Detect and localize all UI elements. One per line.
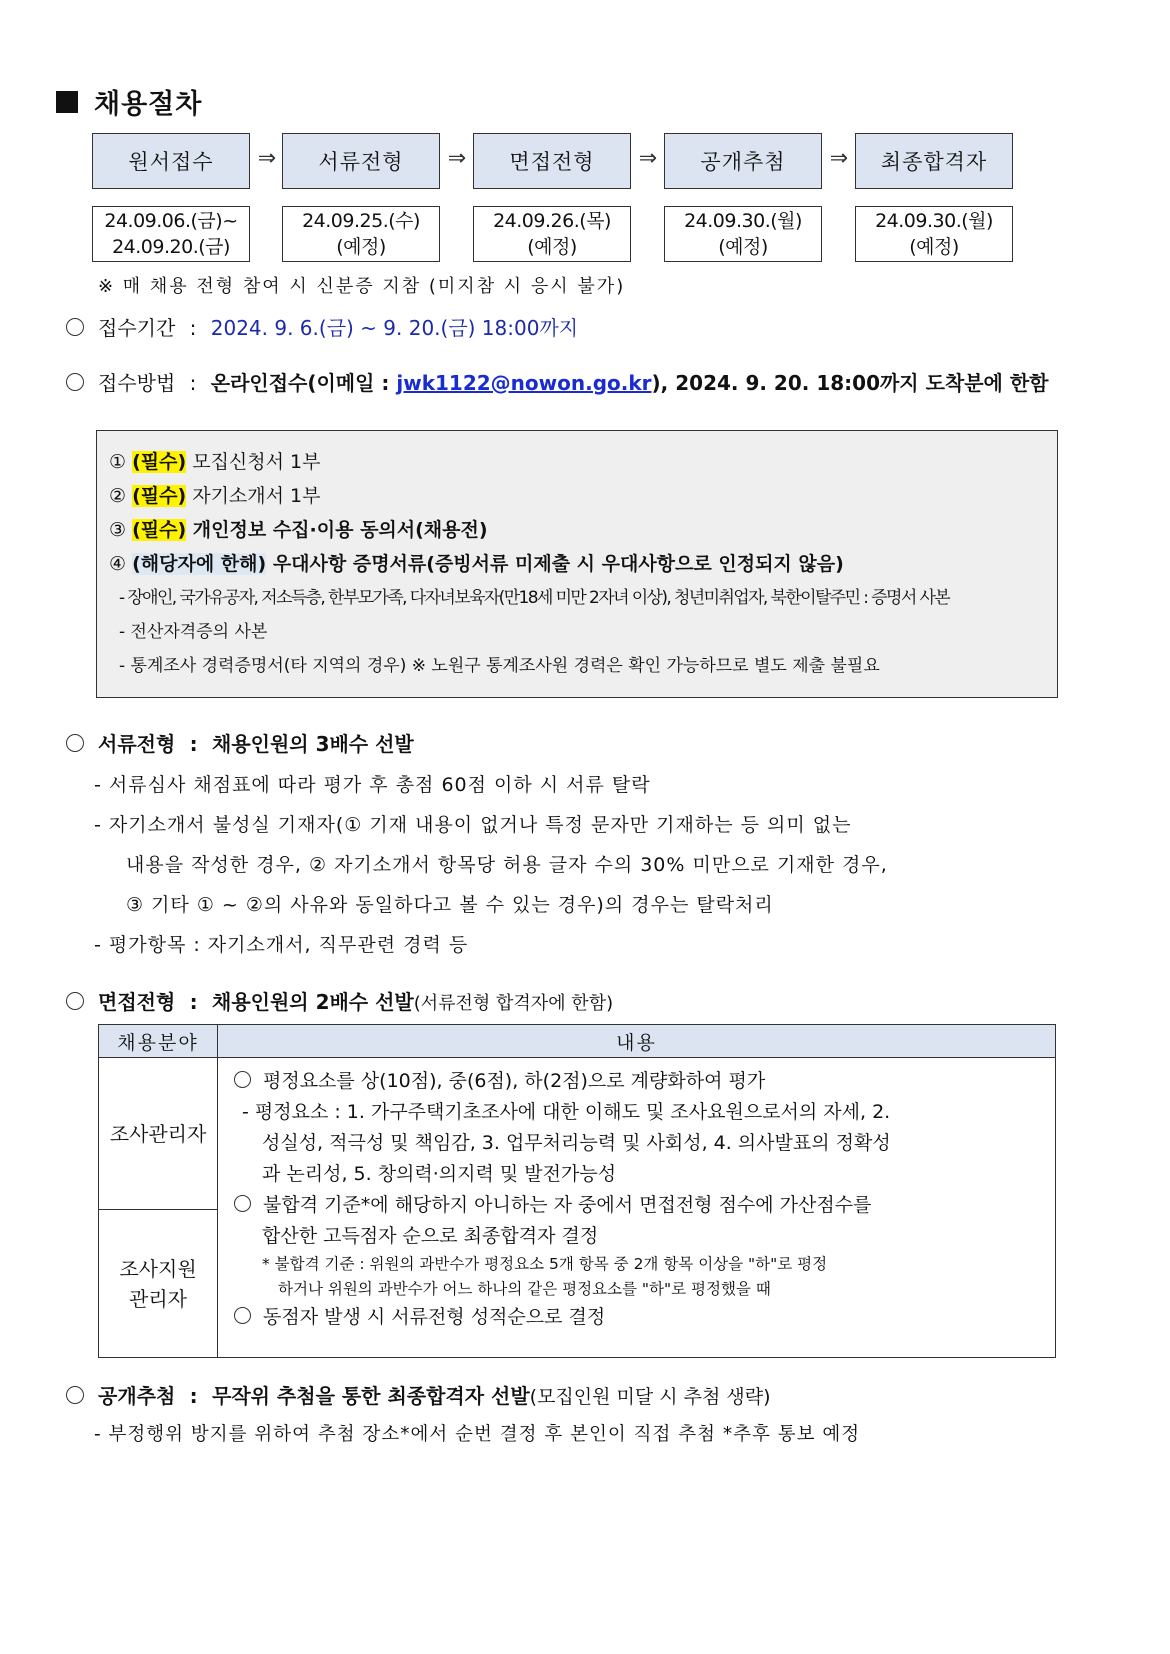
application-method: 접수방법 : 온라인접수(이메일 : jwk1122@nowon.go.kr), 2024. 9. 20. 18:00까지 도착분에 한함 bbox=[66, 367, 1048, 396]
section-title: 채용절차 bbox=[56, 82, 202, 121]
step-date: 24.09.06.(금)~ 24.09.20.(금) bbox=[92, 206, 250, 262]
circle-bullet-icon bbox=[234, 1195, 251, 1212]
document-item: ④ (해당자에 한해) 우대사항 증명서류(증빙서류 미제출 시 우대사항으로 인정되지 않음) bbox=[109, 553, 844, 575]
interview-criteria: 평정요소를 상(10점), 중(6점), 하(2점)으로 계량화하여 평가 - 평정요소 : 1. 가구주택기초조사에 대한 이해도 및 조사요원으로서의 자세, 2. 성실성, 적극성 및 책임감, 3. 업무처리능력 및 사회성, 4. 의사발표의 정확성 과 논리성, 5. 창의력·의지력 및 발전가능성 불합격 기준*에 해당하지 아니하는 자 중에서 면접전형 점수에 가산점수를 합산한 고득점자 순으로 최종합격자 결정 * 불합격 기준 : 위원의 과반수가 평정요소 5개 항목 중 2개 항목 이상을 "하"로 평정 하거나 위원의 과반수가 어느 하나의 같은 평정요소를 "하"로 평정했을 때 동점자 발생 시 서류전형 성적순으로 결정 bbox=[218, 1058, 1056, 1358]
document-subitem: - 장애인, 국가유공자, 저소득층, 한부모가족, 다자녀보육자(만18세 미만 2자녀 이상), 청년미취업자, 북한이탈주민 : 증명서 사본 bbox=[119, 588, 950, 608]
id-card-note: ※ 매 채용 전형 참여 시 신분증 지참 (미지참 시 응시 불가) bbox=[98, 276, 626, 297]
step-lottery: 공개추첨 bbox=[664, 133, 822, 189]
table-header-field: 채용분야 bbox=[99, 1025, 218, 1058]
circle-bullet-icon bbox=[66, 734, 84, 752]
screening-bullet: - 평가항목 : 자기소개서, 직무관련 경력 등 bbox=[94, 934, 469, 956]
screening-bullet: - 서류심사 채점표에 따라 평가 후 총점 60점 이하 시 서류 탈락 bbox=[94, 774, 651, 796]
lottery-heading: 공개추첨 : 무작위 추첨을 통한 최종합격자 선발(모집인원 미달 시 추첨 생략) bbox=[66, 1380, 771, 1409]
screening-bullet: - 자기소개서 불성실 기재자(① 기재 내용이 없거나 특정 문자만 기재하는 등 의미 없는 bbox=[94, 814, 852, 836]
circle-bullet-icon bbox=[234, 1071, 251, 1088]
step-date: 24.09.30.(월) (예정) bbox=[664, 206, 822, 262]
step-application: 원서접수 bbox=[92, 133, 250, 189]
arrow-icon: ⇒ bbox=[829, 146, 849, 171]
lottery-bullet: - 부정행위 방지를 위하여 추첨 장소*에서 순번 결정 후 본인이 직접 추첨 *추후 통보 예정 bbox=[94, 1424, 861, 1445]
circle-bullet-icon bbox=[66, 992, 84, 1010]
table-header-content: 내용 bbox=[218, 1025, 1056, 1058]
step-date: 24.09.30.(월) (예정) bbox=[855, 206, 1013, 262]
category-survey-manager: 조사관리자 bbox=[99, 1058, 218, 1210]
document-subitem: - 전산자격증의 사본 bbox=[119, 622, 268, 642]
step-final: 최종합격자 bbox=[855, 133, 1013, 189]
screening-bullet-cont: ③ 기타 ① ~ ②의 사유와 동일하다고 볼 수 있는 경우)의 경우는 탈락처리 bbox=[126, 894, 774, 916]
required-documents-box bbox=[96, 430, 1058, 698]
application-period: 접수기간 : 2024. 9. 6.(금) ~ 9. 20.(금) 18:00까지 bbox=[66, 312, 578, 341]
screening-bullet-cont: 내용을 작성한 경우, ② 자기소개서 항목당 허용 글자 수의 30% 미만으로 기재한 경우, bbox=[126, 854, 888, 876]
arrow-icon: ⇒ bbox=[447, 146, 467, 171]
email-link[interactable]: jwk1122@nowon.go.kr bbox=[396, 371, 652, 395]
arrow-icon: ⇒ bbox=[638, 146, 658, 171]
step-date: 24.09.25.(수) (예정) bbox=[282, 206, 440, 262]
document-item: ③ (필수) 개인정보 수집·이용 동의서(채용전) bbox=[109, 519, 488, 541]
interview-table bbox=[98, 1024, 1056, 1358]
circle-bullet-icon bbox=[66, 1386, 84, 1404]
black-square-icon bbox=[56, 91, 78, 113]
document-subitem: - 통계조사 경력증명서(타 지역의 경우) ※ 노원구 통계조사원 경력은 확인 가능하므로 별도 제출 불필요 bbox=[119, 656, 880, 676]
circle-bullet-icon bbox=[234, 1307, 251, 1324]
document-screening-heading: 서류전형 : 채용인원의 3배수 선발 bbox=[66, 728, 414, 757]
document-item: ② (필수) 자기소개서 1부 bbox=[109, 485, 321, 507]
circle-bullet-icon bbox=[66, 318, 84, 336]
step-date: 24.09.26.(목) (예정) bbox=[473, 206, 631, 262]
document-item: ① (필수) 모집신청서 1부 bbox=[109, 451, 321, 473]
circle-bullet-icon bbox=[66, 373, 84, 391]
step-interview: 면접전형 bbox=[473, 133, 631, 189]
interview-heading: 면접전형 : 채용인원의 2배수 선발(서류전형 합격자에 한함) bbox=[66, 986, 613, 1015]
category-survey-support-manager: 조사지원 관리자 bbox=[99, 1210, 218, 1358]
step-document-screening: 서류전형 bbox=[282, 133, 440, 189]
arrow-icon: ⇒ bbox=[257, 146, 277, 171]
